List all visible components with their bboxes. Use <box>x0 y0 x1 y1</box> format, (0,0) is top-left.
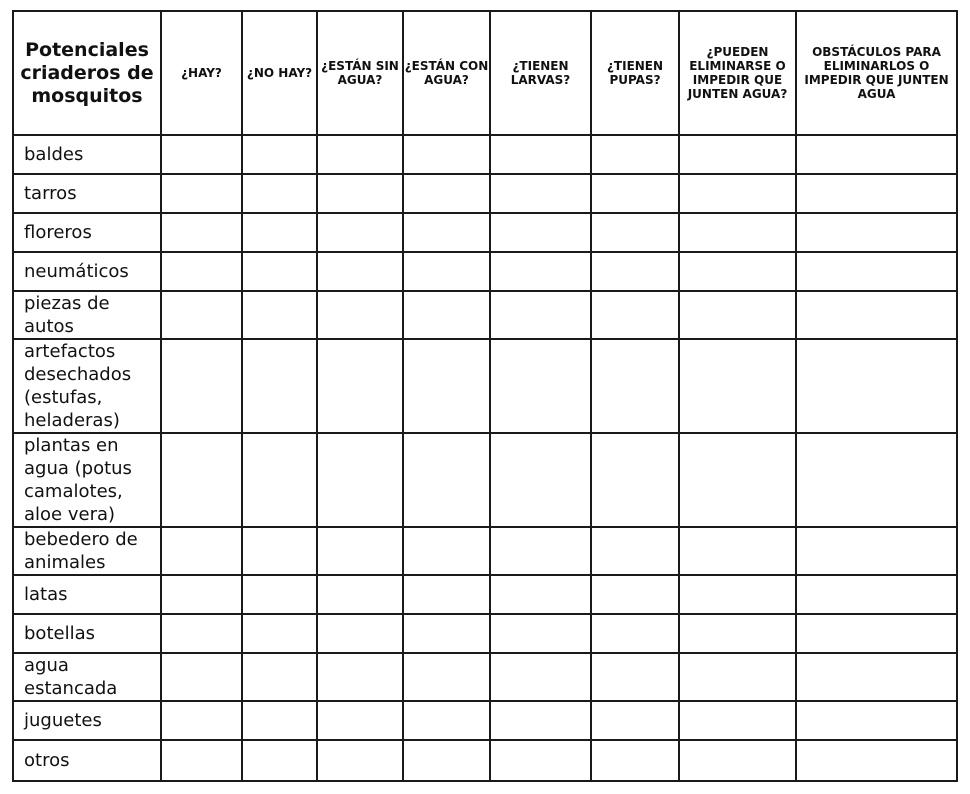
row-label: bebedero de animales <box>13 527 161 575</box>
answer-cell[interactable] <box>591 701 679 740</box>
answer-cell[interactable] <box>403 614 490 653</box>
answer-cell[interactable] <box>403 653 490 701</box>
header-row <box>13 11 957 135</box>
answer-cell[interactable] <box>242 653 317 701</box>
answer-cell[interactable] <box>242 339 317 433</box>
row-label: latas <box>13 575 161 614</box>
row-label: piezas de autos <box>13 291 161 339</box>
answer-cell[interactable] <box>403 252 490 291</box>
answer-cell[interactable] <box>161 339 242 433</box>
row-label: baldes <box>13 135 161 174</box>
row-label: plantas en agua (potus camalotes, aloe vera) <box>13 433 161 527</box>
answer-cell[interactable] <box>317 740 403 781</box>
table-row <box>13 527 957 575</box>
answer-cell[interactable] <box>403 433 490 527</box>
answer-cell[interactable] <box>242 252 317 291</box>
answer-cell[interactable] <box>679 135 796 174</box>
column-header: ¿NO HAY? <box>242 11 317 135</box>
answer-cell[interactable] <box>242 135 317 174</box>
answer-cell[interactable] <box>796 653 957 701</box>
table-row <box>13 740 957 781</box>
answer-cell[interactable] <box>591 135 679 174</box>
answer-cell[interactable] <box>242 701 317 740</box>
answer-cell[interactable] <box>490 701 591 740</box>
answer-cell[interactable] <box>796 339 957 433</box>
answer-cell[interactable] <box>317 527 403 575</box>
answer-cell[interactable] <box>242 291 317 339</box>
answer-cell[interactable] <box>490 174 591 213</box>
table-row <box>13 433 957 527</box>
answer-cell[interactable] <box>796 252 957 291</box>
answer-cell[interactable] <box>679 614 796 653</box>
corner-header: Potenciales criaderos de mosquitos <box>13 11 161 135</box>
answer-cell[interactable] <box>161 740 242 781</box>
answer-cell[interactable] <box>317 653 403 701</box>
answer-cell[interactable] <box>403 575 490 614</box>
answer-cell[interactable] <box>317 252 403 291</box>
answer-cell[interactable] <box>796 291 957 339</box>
column-header: ¿HAY? <box>161 11 242 135</box>
row-label: artefactos desechados (estufas, heladeras) <box>13 339 161 433</box>
answer-cell[interactable] <box>679 527 796 575</box>
answer-cell[interactable] <box>591 527 679 575</box>
answer-cell[interactable] <box>490 339 591 433</box>
table-row <box>13 653 957 701</box>
answer-cell[interactable] <box>317 135 403 174</box>
answer-cell[interactable] <box>490 653 591 701</box>
column-header: OBSTÁCULOS PARA ELIMINARLOS O IMPEDIR QUE JUNTEN AGUA <box>796 11 957 135</box>
table-row <box>13 339 957 433</box>
answer-cell[interactable] <box>591 174 679 213</box>
row-label: otros <box>13 740 161 781</box>
answer-cell[interactable] <box>679 433 796 527</box>
answer-cell[interactable] <box>242 527 317 575</box>
answer-cell[interactable] <box>161 527 242 575</box>
answer-cell[interactable] <box>591 740 679 781</box>
answer-cell[interactable] <box>403 135 490 174</box>
answer-cell[interactable] <box>317 433 403 527</box>
answer-cell[interactable] <box>317 614 403 653</box>
answer-cell[interactable] <box>403 339 490 433</box>
answer-cell[interactable] <box>403 291 490 339</box>
row-label: agua estancada <box>13 653 161 701</box>
answer-cell[interactable] <box>679 575 796 614</box>
answer-cell[interactable] <box>242 575 317 614</box>
column-header: ¿TIENEN LARVAS? <box>490 11 591 135</box>
answer-cell[interactable] <box>403 527 490 575</box>
table-row <box>13 614 957 653</box>
answer-cell[interactable] <box>490 614 591 653</box>
answer-cell[interactable] <box>490 252 591 291</box>
table-row <box>13 291 957 339</box>
answer-cell[interactable] <box>161 433 242 527</box>
answer-cell[interactable] <box>403 701 490 740</box>
answer-cell[interactable] <box>403 740 490 781</box>
answer-cell[interactable] <box>796 701 957 740</box>
answer-cell[interactable] <box>679 740 796 781</box>
answer-cell[interactable] <box>161 614 242 653</box>
answer-cell[interactable] <box>591 213 679 252</box>
table-row <box>13 135 957 174</box>
answer-cell[interactable] <box>242 174 317 213</box>
row-label: juguetes <box>13 701 161 740</box>
column-header: ¿PUEDEN ELIMINARSE O IMPEDIR QUE JUNTEN AGUA? <box>679 11 796 135</box>
answer-cell[interactable] <box>161 291 242 339</box>
answer-cell[interactable] <box>679 291 796 339</box>
answer-cell[interactable] <box>317 339 403 433</box>
answer-cell[interactable] <box>242 614 317 653</box>
answer-cell[interactable] <box>403 174 490 213</box>
answer-cell[interactable] <box>317 701 403 740</box>
answer-cell[interactable] <box>403 213 490 252</box>
answer-cell[interactable] <box>317 291 403 339</box>
table-row <box>13 701 957 740</box>
answer-cell[interactable] <box>679 653 796 701</box>
answer-cell[interactable] <box>490 213 591 252</box>
answer-cell[interactable] <box>490 740 591 781</box>
row-label: tarros <box>13 174 161 213</box>
answer-cell[interactable] <box>161 701 242 740</box>
table-row <box>13 575 957 614</box>
answer-cell[interactable] <box>679 252 796 291</box>
column-header: ¿ESTÁN CON AGUA? <box>403 11 490 135</box>
row-label: floreros <box>13 213 161 252</box>
answer-cell[interactable] <box>591 252 679 291</box>
column-header: ¿TIENEN PUPAS? <box>591 11 679 135</box>
answer-cell[interactable] <box>317 174 403 213</box>
answer-cell[interactable] <box>490 575 591 614</box>
answer-cell[interactable] <box>796 135 957 174</box>
answer-cell[interactable] <box>679 701 796 740</box>
answer-cell[interactable] <box>490 433 591 527</box>
answer-cell[interactable] <box>161 575 242 614</box>
answer-cell[interactable] <box>796 174 957 213</box>
answer-cell[interactable] <box>242 213 317 252</box>
answer-cell[interactable] <box>490 291 591 339</box>
answer-cell[interactable] <box>161 653 242 701</box>
table-row <box>13 174 957 213</box>
answer-cell[interactable] <box>796 527 957 575</box>
answer-cell[interactable] <box>317 213 403 252</box>
answer-cell[interactable] <box>161 135 242 174</box>
answer-cell[interactable] <box>242 740 317 781</box>
answer-cell[interactable] <box>679 339 796 433</box>
answer-cell[interactable] <box>591 575 679 614</box>
answer-cell[interactable] <box>242 433 317 527</box>
table-row <box>13 213 957 252</box>
answer-cell[interactable] <box>591 653 679 701</box>
answer-cell[interactable] <box>161 213 242 252</box>
answer-cell[interactable] <box>591 614 679 653</box>
answer-cell[interactable] <box>591 291 679 339</box>
answer-cell[interactable] <box>317 575 403 614</box>
table-row <box>13 252 957 291</box>
table-body <box>13 135 957 781</box>
row-label: neumáticos <box>13 252 161 291</box>
answer-cell[interactable] <box>679 174 796 213</box>
answer-cell[interactable] <box>796 614 957 653</box>
answer-cell[interactable] <box>796 213 957 252</box>
mosquito-breeding-table <box>12 10 958 782</box>
row-label: botellas <box>13 614 161 653</box>
answer-cell[interactable] <box>796 575 957 614</box>
answer-cell[interactable] <box>679 213 796 252</box>
answer-cell[interactable] <box>490 527 591 575</box>
answer-cell[interactable] <box>490 135 591 174</box>
column-header: ¿ESTÁN SIN AGUA? <box>317 11 403 135</box>
answer-cell[interactable] <box>161 252 242 291</box>
answer-cell[interactable] <box>591 339 679 433</box>
answer-cell[interactable] <box>161 174 242 213</box>
answer-cell[interactable] <box>796 740 957 781</box>
answer-cell[interactable] <box>796 433 957 527</box>
answer-cell[interactable] <box>591 433 679 527</box>
